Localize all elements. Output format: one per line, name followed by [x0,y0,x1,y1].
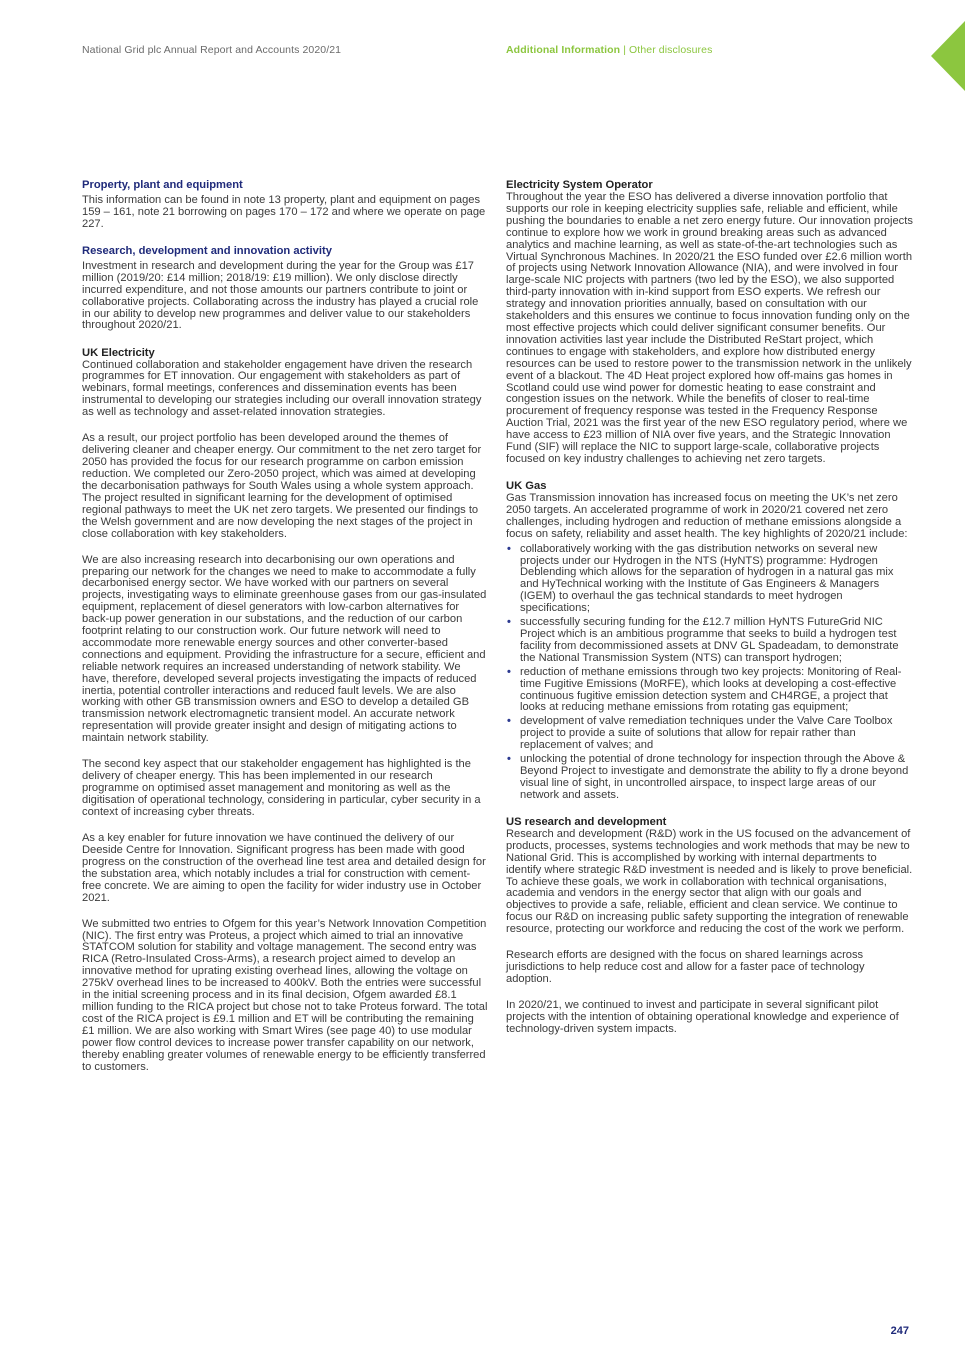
eso-heading: Electricity System Operator [506,179,653,191]
list-item-text: unlocking the potential of drone technology for inspection through the Above & Beyond Project to investigate and demonstrate the ability to fly a drone beyond visual line of sight, in uncontrolled airspace, to inspect large areas of our network and assets. [520,753,909,801]
list-item-text: collaboratively working with the gas distribution networks on several new projects under our Hydrogen in the NTS (HyNTS) programme: Hydrogen Deblending which allows for the separation of hydrogen in a natural gas mix and HyTechnical working with the Institute of Gas Engineers & Managers (IGEM) to overhaul the gas technical standards to meet hydrogen specifications; [520,542,894,615]
us-rd-paragraph-1: Research and development (R&D) work in the US focused on the advancement of products, processes, systems technologies and work methods that may be new to National Grid. This is accomplished by working with internal departments to identify where strategic R&D investment is needed and is likely to prove beneficial. To achieve these goals, we work in collaboration with technical organisations, academia and vendors in the energy sector that align with our goals and objectives to provide a safe, reliable, efficient and clean service. We continue to focus our R&D on increasing public safety supporting the integration of renewable resource, protecting our workforce and reducing the cost of the work we perform. [506,827,913,936]
rdi-heading: Research, development and innovation activity [82,244,332,257]
rdi-text: Investment in research and development during the year for the Group was £17 million (2019/20: £14 million; 2018/19: £19 million). We only disclose directly incurred expenditure, and not those amounts our partners contribute to joint or collaborative projects. Collaborating across the industry has played a crucial role in our ability to develop new programmes and deliver value to our stakeholders throughout 2020/21. [82,259,479,332]
section-title: Additional Information [506,44,621,56]
bullet-icon: • [507,665,511,678]
uk-electricity-paragraph-3: We are also increasing research into decarbonising our own operations and preparing our network for the changes we need to make to accommodate a fully decarbonised energy sector. We have worked with our partners on several projects, investigating ways to eliminate greenhouse gases from our gas-insulated equipment, replacement of diesel generators with low-carbon alternatives for back-up power generation in our substations, and the reduction of our carbon footprint relating to our construction work. Our future network will need to accommodate more renewable energy sources and other converter-based connections and equipment. Providing the infrastructure for a secure, efficient and reliable network requires an increased understanding of network stability. We have, therefore, developed several projects investigating the impacts of reduced inertia, potential controller interactions and reduced fault levels. We are also working with other GB transmission owners and ESO to develop a detailed GB transmission network electromagnetic transient model. An accurate network representation will provide greater insight and design of mitigating actions to maintain network stability. [82,553,487,745]
list-item [506,716,913,752]
bullet-icon: • [507,542,511,555]
breadcrumb-separator: | [623,44,627,56]
uk-electricity-paragraph-5: As a key enabler for future innovation we have continued the delivery of our Deeside Centre for Innovation. Significant progress has been made with good progress on the construction of the overhead line test area and detailed design for the substation area, which notably includes a trial for construction with cement-free concrete. We are aiming to open the facility for wider industry use in October 2021. [82,832,486,904]
right-column [506,179,913,1050]
list-item-text: successfully securing funding for the £12.7 million HyNTS FutureGrid NIC Project which is an ambitious programme that seeks to build a hydrogen test facility from decommissioned assets at DNV GL Spadeadam, to demonstrate the National Transmission System (NTS) can transport hydrogen; [520,616,899,664]
us-rd-paragraph-3: In 2020/21, we continued to invest and participate in several significant pilot projects with the intention of obtaining operational knowledge and experience of technology-driven system impacts. [506,999,899,1035]
ppe-text: This information can be found in note 13 property, plant and equipment on pages 159 – 161, note 21 borrowing on pages 170 – 172 and where we operate on page 227. [82,194,486,230]
uk-electricity-paragraph-4: The second key aspect that our stakeholder engagement has highlighted is the delivery of cheaper energy. This has been implemented in our research programme on optimised asset management and monitoring as well as the digitisation of operational technology, considering in particular, cyber security in a context of increasing cyber threats. [82,758,481,818]
page-number: 247 [890,1325,909,1337]
uk-gas-intro: Gas Transmission innovation has increased focus on meeting the UK’s net zero 2050 targets. An accelerated programme of work in 2020/21 covered net zero challenges, including hydrogen and reduction of methane emissions alongside a focus on safety, reliability and asset health. The key highlights of 2020/21 include: [506,492,908,540]
corner-arrow-icon [931,21,965,91]
bullet-icon: • [507,616,511,629]
left-column [82,179,489,1088]
list-item [506,617,913,665]
eso-text: Throughout the year the ESO has delivered a diverse innovation portfolio that supports our role in keeping electricity supplies safe, reliable and efficient, while pushing the boundaries to enable a net zero energy future. Our innovation projects continue to explore how we work in ground breaking areas such as advanced analytics and machine learning, as well as state-of-the-art technologies such as Virtual Synchronous Machines. In 2020/21 the ESO funded over £2.6 million worth of projects using Network Innovation Allowance (NIA), and were involved in four large-scale NIC projects with partners (two led by the ESO), we also supported third-party innovation with in-kind support from ESO experts. We refresh our strategy and innovation priorities annually, based on consultation with our stakeholders and this ensures we continue to focus innovation funding only on the most effective projects which could deliver significant consumer benefits. Our innovation activities last year include the Distributed ReStart project, which continues to engage with stakeholders, and explore how distributed energy resources can be used to restore power to the transmission network in the unlikely event of a blackout. The 4D Heat project explored how off-mains gas homes in Scotland could use wind power for domestic heating to ease constraint and congestion issues on the network. While the benefits of closer to real-time procurement of frequency response was tested in the Frequency Response Auction Trial, 2021 was the first year of the new ESO regulatory period, where we have access to £23 million of NIA over five years, and the Strategic Innovation Fund (SIF) will replace the NIC to support large-scale, collaborative projects focused on key industry challenges to achieving net zero targets. [506,191,913,465]
uk-electricity-paragraph-6: We submitted two entries to Ofgem for this year’s Network Innovation Competition (NIC). The first entry was Proteus, a project which aimed to trial an innovative STATCOM solution for stability and voltage management. The second entry was RICA (Retro-Insulated Cross-Arms), a research project aimed to develop an innovative method for uprating existing overhead lines, allowing the voltage on 275kV overhead lines to be increased to 400kV. Both the entries were successful in the initial screening process and in its final decision, Ofgem awarded £8.1 million funding to the RICA project but chose not to take Proteus forward. The total cost of the RICA project is £9.1 million and ET will be contributing the remaining £1 million. We are also working with Smart Wires (see page 40) to use modular power flow control devices to increase power transfer capability on our network, thereby enabling greater volumes of renewable energy to be efficiently transferred to customers. [82,917,488,1073]
subsection-title: Other disclosures [629,44,713,56]
list-item [506,544,913,615]
uk-gas-highlights-list [506,544,913,802]
uk-gas-heading: UK Gas [506,480,547,493]
uk-electricity-paragraph-1: Continued collaboration and stakeholder engagement have driven the research programmes for ET innovation. Our engagement with stakeholders as part of webinars, formal meetings, conferences and dissemination events has been instrumental to developing our strategies including our overall innovation strategy as well as technology and asset-related innovation strategies. [82,358,482,419]
list-item [506,754,913,802]
report-title: National Grid plc Annual Report and Accounts 2020/21 [82,44,342,56]
list-item [506,667,913,715]
list-item-text: reduction of methane emissions through two key projects: Monitoring of Real-time Fugitive Emissions (MoRFE), which looks at developing a cost-effective continuous fugitive emission detection system and CH4RGE, a project that looks at reducing methane emissions from rotating gas equipment; [520,665,902,714]
section-breadcrumb [506,44,712,56]
us-rd-heading: US research and development [506,815,667,828]
us-rd-paragraph-2: Research efforts are designed with the focus on shared learnings across jurisdictions to help reduce cost and allow for a faster pace of technology adoption. [506,949,865,986]
bullet-icon: • [507,753,511,766]
list-item-text: development of valve remediation techniques under the Valve Care Toolbox project to provide a suite of solutions that allow for repair rather than replacement of valves; and [520,715,893,752]
uk-electricity-paragraph-2: As a result, our project portfolio has been developed around the themes of delivering cleaner and cheaper energy. Our commitment to the net zero target for 2050 has provided the focus for our research programme on carbon emission reduction. We completed our Zero-2050 project, which was aimed at developing the decarbonisation pathways for South Wales using a whole system approach. The project resulted in significant learning for the development of optimised regional pathways to meet the UK net zero targets. We presented our findings to the Welsh government and are now developing the next stages of the project in close collaboration with key stakeholders. [82,432,482,540]
bullet-icon: • [507,715,511,728]
ppe-heading: Property, plant and equipment [82,179,243,191]
uk-electricity-heading: UK Electricity [82,346,155,359]
